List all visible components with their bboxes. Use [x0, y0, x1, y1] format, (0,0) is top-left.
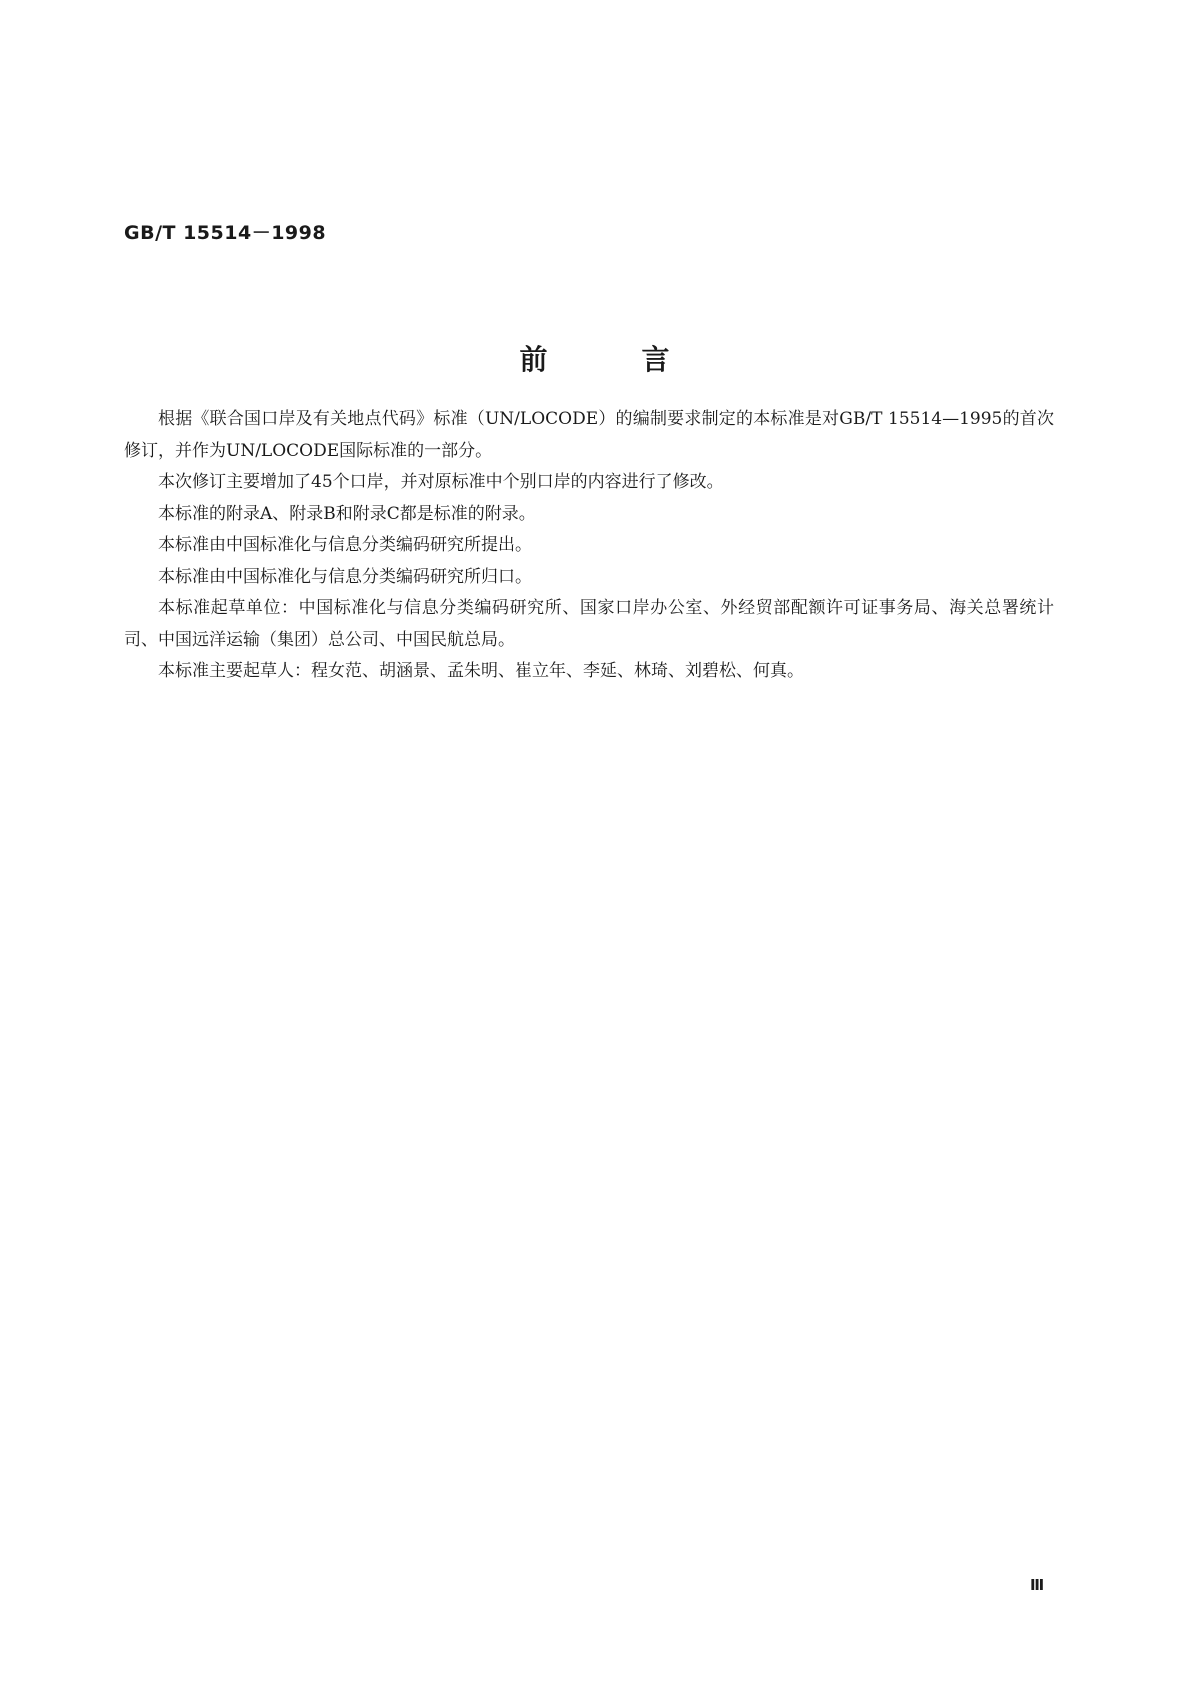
title-char-2: 言 [641, 343, 672, 376]
page-title [0, 338, 1191, 378]
standard-code: GB/T 15514－1998 [124, 222, 327, 244]
paragraph-proposed-by: 本标准由中国标准化与信息分类编码研究所提出。 [158, 535, 532, 555]
foreword-body [124, 404, 1054, 688]
paragraph-drafting-units: 本标准起草单位：中国标准化与信息分类编码研究所、国家口岸办公室、外经贸部配额许可证事务局、海关总署统计司、中国远洋运输（集团）总公司、中国民航总局。 [124, 598, 1054, 650]
paragraph-managed-by: 本标准由中国标准化与信息分类编码研究所归口。 [158, 566, 532, 587]
paragraph-drafters: 本标准主要起草人：程女范、胡涵景、孟朱明、崔立年、李延、林琦、刘碧松、何真。 [158, 661, 804, 681]
title-char-1: 前 [519, 343, 550, 376]
paragraph-basis: 根据《联合国口岸及有关地点代码》标准（UN/LOCODE）的编制要求制定的本标准是对GB/T 15514—1995的首次修订，并作为UN/LOCODE国际标准的一部分。 [124, 409, 1054, 461]
paragraph-revision: 本次修订主要增加了45个口岸，并对原标准中个别口岸的内容进行了修改。 [158, 472, 724, 492]
paragraph-appendices: 本标准的附录A、附录B和附录C都是标准的附录。 [158, 503, 536, 524]
page-number: Ⅲ [1030, 1576, 1045, 1594]
